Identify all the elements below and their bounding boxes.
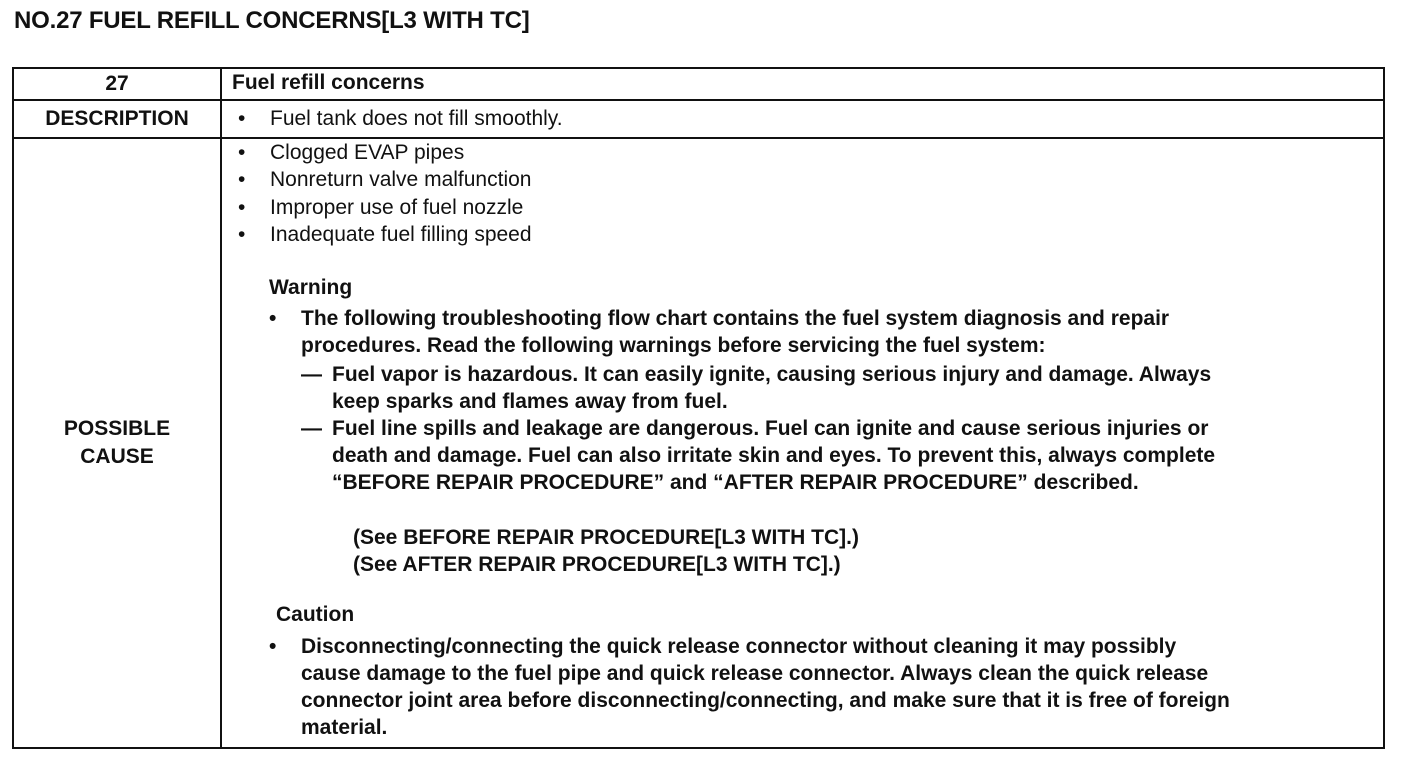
bullet-icon: •: [238, 168, 246, 192]
cause-text: Inadequate fuel filling speed: [270, 222, 532, 246]
dash-icon: —: [301, 417, 322, 440]
page-title: NO.27 FUEL REFILL CONCERNS[L3 WITH TC]: [14, 7, 530, 34]
concern-name-cell: [222, 69, 1383, 99]
possible-cause-label-line: POSSIBLE: [63, 417, 171, 440]
cause-text: Nonreturn valve malfunction: [270, 168, 532, 192]
possible-cause-label-line: CAUSE: [80, 445, 154, 468]
concern-table: [12, 67, 1385, 749]
dash-icon: —: [301, 363, 322, 386]
dash-text: [332, 415, 1382, 496]
caution-line: connector joint area before disconnecting/connecting, and make sure that it is free of foreign: [301, 689, 1230, 712]
warning-heading: Warning: [269, 276, 353, 299]
possible-cause-row: [14, 139, 1383, 747]
caution-line: Disconnecting/connecting the quick release connector without cleaning it may possibly: [301, 635, 1177, 658]
dash-line: Fuel vapor is hazardous. It can easily ignite, causing serious injury and damage. Always: [332, 363, 1212, 386]
description-row: [14, 101, 1383, 139]
possible-cause-label: [14, 139, 222, 747]
see-before-repair-link[interactable]: (See BEFORE REPAIR PROCEDURE[L3 WITH TC].): [353, 526, 859, 549]
bullet-icon: •: [238, 107, 246, 130]
bullet-icon: •: [238, 141, 246, 164]
warning-text: [301, 305, 1381, 359]
dash-line: “BEFORE REPAIR PROCEDURE” and “AFTER REPAIR PROCEDURE” described.: [332, 471, 1139, 494]
bullet-icon: •: [269, 635, 277, 658]
dash-line: Fuel line spills and leakage are dangerous. Fuel can ignite and cause serious injuries or: [332, 417, 1209, 440]
see-after-repair-link[interactable]: (See AFTER REPAIR PROCEDURE[L3 WITH TC].): [353, 553, 841, 576]
bullet-icon: •: [238, 222, 246, 246]
cause-text: Improper use of fuel nozzle: [270, 195, 524, 219]
concern-name: Fuel refill concerns: [232, 71, 425, 94]
description-content: [222, 101, 1383, 137]
dash-text: [332, 361, 1382, 415]
warning-line: The following troubleshooting flow chart contains the fuel system diagnosis and repair: [301, 307, 1170, 330]
description-label: DESCRIPTION: [14, 101, 222, 137]
caution-text: [301, 633, 1381, 741]
dash-line: keep sparks and flames away from fuel.: [332, 390, 728, 413]
caution-heading: Caution: [276, 603, 355, 626]
table-header-row: [14, 69, 1383, 101]
caution-line: material.: [301, 716, 388, 739]
caution-line: cause damage to the fuel pipe and quick release connector. Always clean the quick release: [301, 662, 1209, 685]
bullet-icon: •: [238, 195, 246, 219]
possible-cause-content: [222, 139, 1383, 747]
bullet-icon: •: [269, 307, 277, 330]
concern-number: 27: [14, 69, 222, 99]
description-text: Fuel tank does not fill smoothly.: [270, 107, 563, 130]
dash-line: death and damage. Fuel can also irritate skin and eyes. To prevent this, always complete: [332, 444, 1216, 467]
warning-line: procedures. Read the following warnings before servicing the fuel system:: [301, 334, 1046, 357]
cause-text: Clogged EVAP pipes: [270, 141, 465, 164]
